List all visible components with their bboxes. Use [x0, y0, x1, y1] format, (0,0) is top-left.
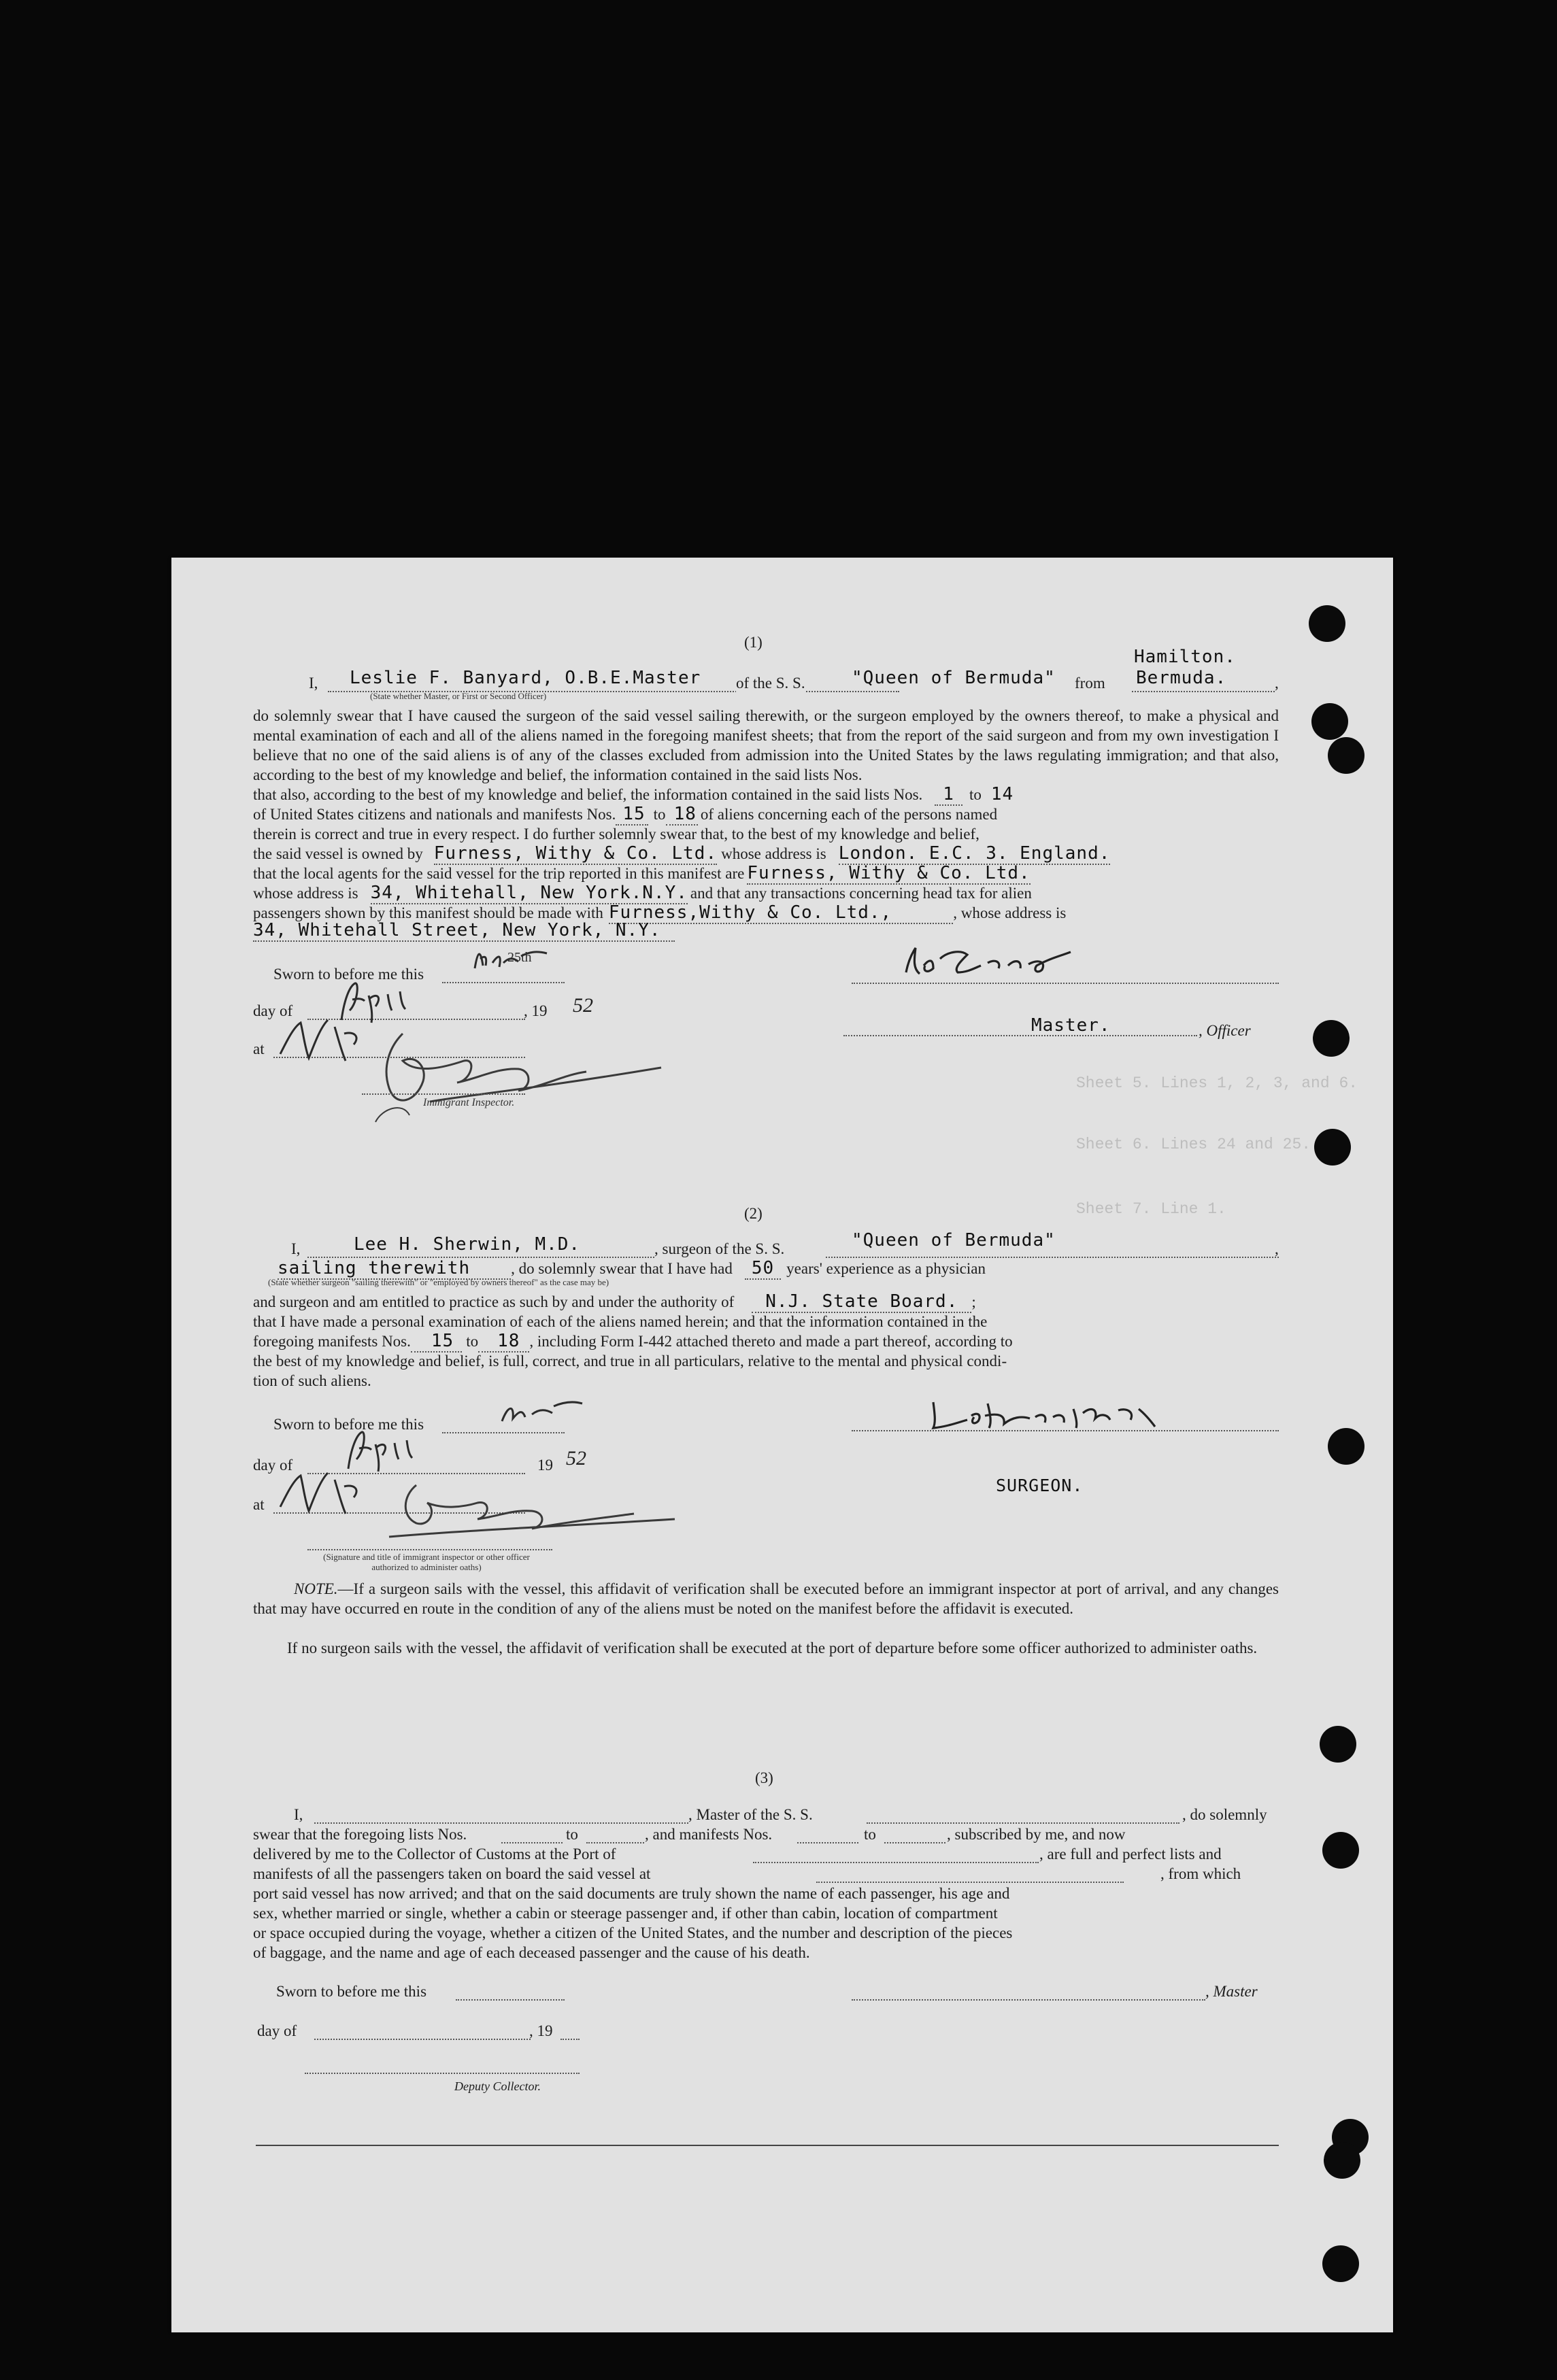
s1-l4-mid: whose address is	[721, 845, 826, 862]
s3-l3a: delivered by me to the Collector of Customs at the Port of	[253, 1846, 616, 1863]
bleed-line: Sheet 5. Lines 1, 2, 3, and 6.	[1076, 1074, 1358, 1092]
s3-l2a: swear that the foregoing lists Nos.	[253, 1826, 467, 1843]
s1-port-line	[1132, 691, 1275, 692]
note-head: NOTE.	[294, 1580, 338, 1597]
s3-year-pre: , 19	[529, 2022, 553, 2039]
officer-line	[843, 1035, 1197, 1036]
punch-hole	[1311, 703, 1348, 740]
note-text: —If a surgeon sails with the vessel, this affidavit of verification shall be executed before an immigrant inspector at port of arrival, and any changes that may have occurred en route in the condition of any of the aliens must be noted on the manifest before the affidavit is executed.	[253, 1580, 1279, 1617]
agents-address: 34, Whitehall, New York.N.Y.	[370, 883, 688, 903]
years-experience: 50	[745, 1259, 781, 1280]
s1-inspector-line	[362, 1093, 525, 1095]
s3-day-of: day of	[257, 2022, 297, 2039]
s1-l6-pre: whose address is	[253, 885, 358, 902]
s3-l6: sex, whether married or single, whether a cabin or steerage passenger and, if other than cabin, location of compartment	[253, 1905, 998, 1922]
punch-hole	[1324, 2142, 1360, 2179]
s3-l5: port said vessel has now arrived; and that on the said documents are truly shown the name of each passenger, his age and	[253, 1885, 1010, 1902]
s3-man-from-line	[797, 1842, 858, 1843]
s1-l5-pre: that the local agents for the said vessel for the trip reported in this manifest are	[253, 865, 745, 882]
s3-collector-line	[305, 2073, 580, 2074]
s1-line6	[253, 883, 1032, 904]
s3-year-line	[560, 2039, 580, 2040]
s2-day-handwritten	[498, 1391, 586, 1435]
inspector-signature-1	[362, 1020, 716, 1139]
section-2-number: (2)	[744, 1205, 763, 1222]
punch-hole	[1309, 605, 1345, 642]
s1-l6-post: and that any transactions concerning head tax for alien	[690, 885, 1032, 902]
owner-address: London. E.C. 3. England.	[838, 843, 1111, 864]
officer-title: Master.	[1031, 1015, 1111, 1036]
s1-line5	[253, 864, 1031, 885]
s1-l4-pre: the said vessel is owned by	[253, 845, 423, 862]
s2-line2	[253, 1292, 976, 1313]
master-signature-line	[852, 983, 1279, 984]
s1-l2-post: of aliens concerning each of the persons named	[700, 806, 998, 823]
local-agents: Furness, Withy & Co. Ltd.	[747, 863, 1031, 883]
master-signature	[892, 938, 1083, 996]
lists-to: 14	[990, 784, 1014, 804]
s3-master-label: , Master	[1205, 1983, 1258, 2000]
s1-l2-pre: of United States citizens and nationals and manifests Nos.	[253, 806, 616, 823]
bleed-line: Sheet 7. Line 1.	[1076, 1200, 1226, 1218]
port-city: Hamilton.	[1134, 647, 1236, 667]
s1-line3: therein is correct and true in every respect. I do further solemnly swear that, to the best of my knowledge and belief,	[253, 826, 980, 843]
s1-l7-pre: passengers shown by this manifest should be made with	[253, 904, 603, 921]
surgeon-title: SURGEON.	[996, 1476, 1084, 1495]
s2-line5: the best of my knowledge and belief, is full, correct, and true in all particulars, relative to the mental and physical condi-	[253, 1353, 1007, 1370]
day-handwritten	[471, 938, 552, 983]
s3-l8: of baggage, and the name and age of each deceased passenger and the cause of his death.	[253, 1944, 810, 1961]
s3-l1c: , do solemnly	[1182, 1806, 1267, 1823]
s2-line6: tion of such aliens.	[253, 1372, 371, 1389]
s2-ship-name: "Queen of Bermuda"	[852, 1230, 1056, 1251]
s1-i: I,	[309, 675, 318, 692]
s3-l1a: I,	[294, 1806, 303, 1823]
s3-l4b: , from which	[1160, 1865, 1241, 1882]
head-tax-agent: Furness,Withy & Co. Ltd.,	[609, 903, 953, 924]
bleed-line: Sheet 6. Lines 24 and 25.	[1076, 1136, 1311, 1153]
s3-sworn-line	[456, 1999, 565, 2001]
note-paragraph	[253, 1579, 1279, 1618]
master-name: Leslie F. Banyard, O.B.E.Master	[350, 668, 701, 688]
surgeon-name: Lee H. Sherwin, M.D.	[354, 1234, 581, 1255]
port-country: Bermuda.	[1136, 668, 1227, 688]
s2-l1b-post: years' experience as a physician	[786, 1260, 986, 1277]
s3-l2d: to	[864, 1826, 876, 1843]
s3-l2c: , and manifests Nos.	[645, 1826, 773, 1843]
s3-master-signature-line	[852, 1999, 1205, 2001]
s2-day-of: day of	[253, 1457, 293, 1474]
s3-l4a: manifests of all the passengers taken on board the said vessel at	[253, 1865, 651, 1882]
ship-name: "Queen of Bermuda"	[852, 668, 1056, 688]
s1-at: at	[253, 1040, 265, 1057]
s2-manifests-from: 15	[411, 1331, 462, 1353]
section-1-number: (1)	[744, 634, 763, 651]
punch-hole	[1328, 737, 1365, 774]
s3-sworn: Sworn to before me this	[276, 1983, 427, 2000]
s3-collector-label: Deputy Collector.	[454, 2079, 541, 2093]
s1-of-ss: of the S. S.	[736, 675, 805, 692]
s3-month-line	[314, 2039, 531, 2040]
punch-hole	[1320, 1726, 1356, 1763]
s2-l1b-pre: , do solemnly swear that I have had	[511, 1260, 733, 1277]
lists-from: 1	[935, 785, 962, 806]
sailing-note: (State whether surgeon "sailing therewith" or "employed by owners thereof" as the case may be)	[268, 1277, 609, 1287]
s3-master-name-line	[314, 1822, 688, 1824]
bottom-rule	[256, 2145, 1279, 2146]
s1-sworn: Sworn to before me this	[273, 966, 424, 983]
s1-from: from	[1075, 675, 1105, 692]
s1-year: 52	[573, 994, 593, 1017]
manifests-from: 15	[616, 804, 648, 826]
s2-line3: that I have made a personal examination of each of the aliens named herein; and that the information contained in the	[253, 1313, 988, 1330]
s2-i: I,	[291, 1240, 301, 1257]
s3-port-line	[753, 1862, 1039, 1863]
s3-boarding-line	[816, 1882, 1124, 1883]
section-3-number: (3)	[755, 1769, 773, 1786]
s2-line4	[253, 1331, 1013, 1353]
s1-line2	[253, 804, 997, 826]
s2-inspector-line	[307, 1549, 552, 1550]
s3-l2b: to	[566, 1826, 578, 1843]
s3-ship-line	[867, 1822, 1179, 1824]
inspector-signature-2	[362, 1476, 702, 1547]
manifest-page	[171, 558, 1393, 2332]
officer-label: , Officer	[1199, 1022, 1251, 1039]
surgeon-signature-line	[852, 1430, 1279, 1431]
punch-hole	[1313, 1020, 1350, 1057]
s2-to: to	[466, 1333, 479, 1350]
note-paragraph-2: If no surgeon sails with the vessel, the affidavit of verification shall be executed at the port of departure before some officer authorized to administer oaths.	[287, 1639, 1258, 1656]
s2-of-ss: , surgeon of the S. S.	[654, 1240, 785, 1257]
punch-hole	[1322, 1832, 1359, 1869]
s3-l7: or space occupied during the voyage, whether a citizen of the United States, and the number and description of the pieces	[253, 1924, 1013, 1941]
svg-text:25th: 25th	[507, 950, 532, 965]
s1-line4	[253, 844, 1110, 865]
master-note: (State whether Master, or First or Second Officer)	[370, 691, 547, 701]
s2-inspector-label: (Signature and title of immigrant inspector or other officer authorized to administer oaths)	[323, 1552, 530, 1572]
s1-body: do solemnly swear that I have caused the surgeon of the said vessel sailing therewith, or the surgeon employed by the owners thereof, to make a physical and mental examination of each and all of the aliens named in the foregoing manifest sheets; that from the report of the said surgeon and from my own investigation I believe that no one of the said aliens is of any of the classes excluded from admission into the United States by the laws regulating immigration; and that also, according to the best of my knowledge and belief, the information contained in the said lists Nos.	[253, 707, 1279, 783]
s2-l4-post: , including Form I-442 attached thereto and made a part thereof, according to	[529, 1333, 1013, 1350]
owner-name: Furness, Withy & Co. Ltd.	[433, 843, 718, 864]
surgeon-signature	[920, 1393, 1165, 1444]
s2-l4-pre: foregoing manifests Nos.	[253, 1333, 411, 1350]
s1-to: to	[969, 786, 982, 803]
s2-manifests-to: 18	[478, 1331, 529, 1353]
authority: N.J. State Board.	[752, 1292, 971, 1313]
s2-comma: ,	[1275, 1240, 1279, 1257]
s3-lists-to-line	[586, 1842, 644, 1843]
s3-man-to-line	[884, 1842, 945, 1843]
punch-hole	[1314, 1129, 1351, 1166]
s3-l2e: , subscribed by me, and now	[947, 1826, 1126, 1843]
s2-year: 52	[566, 1447, 586, 1469]
surgeon-sailing: sailing therewith	[278, 1259, 511, 1280]
manifests-to: 18	[666, 804, 698, 826]
s2-year-pre: 19	[537, 1457, 553, 1474]
s3-lists-from-line	[501, 1842, 563, 1843]
s2-sworn: Sworn to before me this	[273, 1416, 424, 1433]
s1-l1-pre: that also, according to the best of my knowledge and belief, the information contained in the said lists Nos.	[253, 786, 923, 803]
s2-l2-pre: and surgeon and am entitled to practice as such by and under the authority of	[253, 1293, 735, 1310]
s1-day-of: day of	[253, 1002, 293, 1019]
s1-l7-post: , whose address is	[953, 904, 1067, 921]
s2-ship-line	[826, 1257, 1279, 1258]
s1-comma: ,	[1275, 675, 1279, 692]
s3-l1b: , Master of the S. S.	[688, 1806, 813, 1823]
s2-at: at	[253, 1496, 265, 1513]
s1-year-pre: , 19	[524, 1002, 548, 1019]
s1-to-2: to	[653, 806, 666, 823]
punch-hole	[1328, 1428, 1365, 1465]
s2-semicolon: ;	[971, 1293, 976, 1310]
s1-inspector-label: Immigrant Inspector.	[423, 1097, 515, 1108]
s3-l3b: , are full and perfect lists and	[1039, 1846, 1222, 1863]
s1-line1	[253, 785, 1279, 806]
punch-hole	[1322, 2245, 1359, 2282]
head-tax-address: 34, Whitehall Street, New York, N.Y.	[253, 921, 675, 942]
